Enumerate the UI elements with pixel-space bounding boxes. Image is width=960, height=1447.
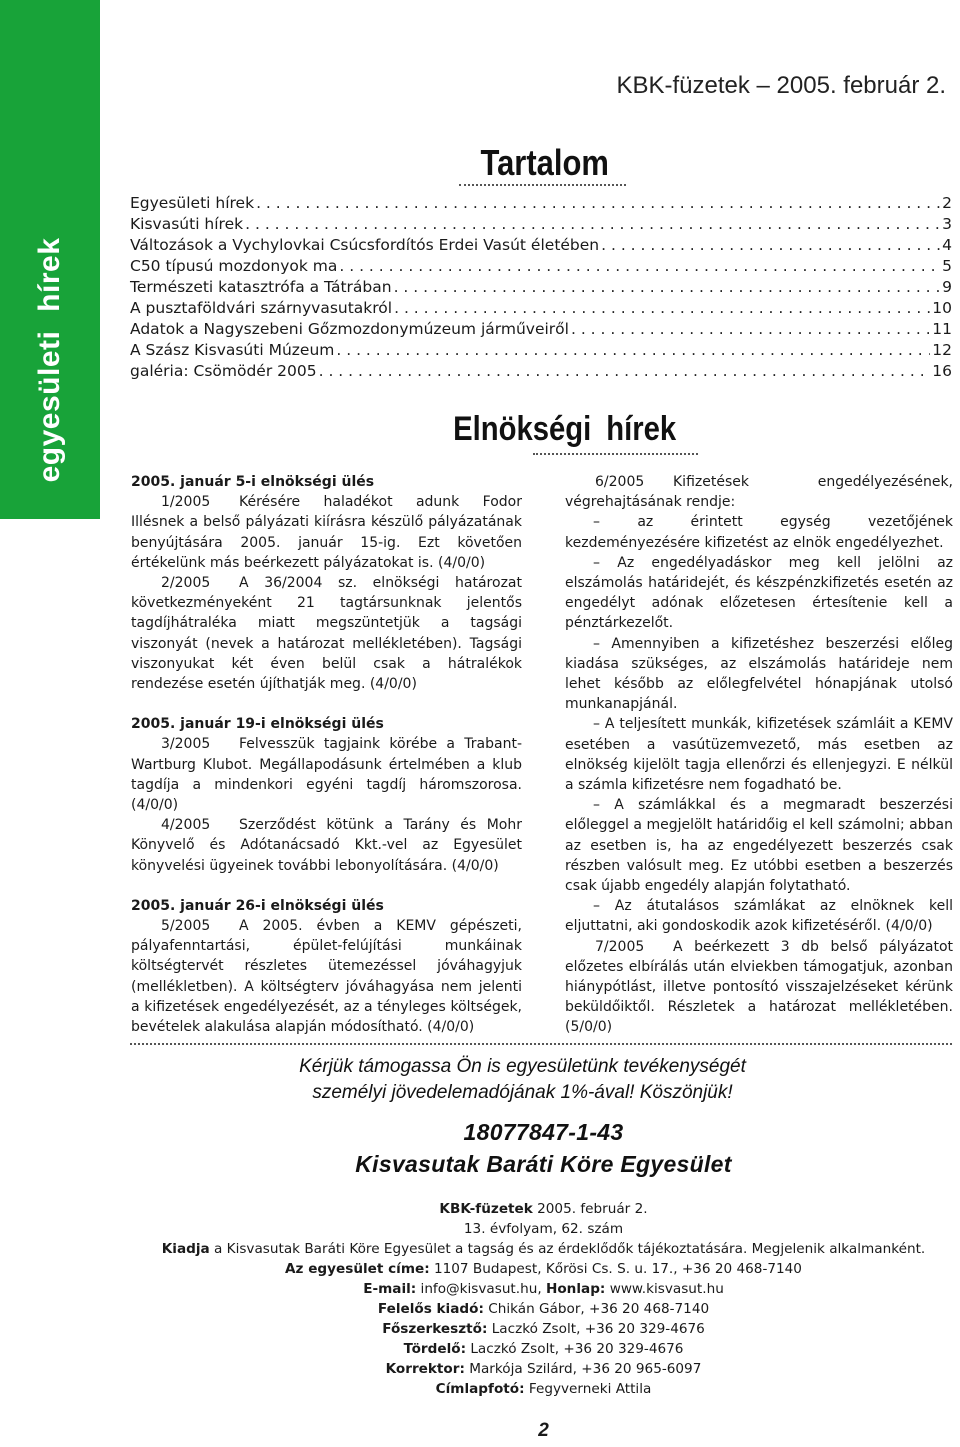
- tax-appeal-line2: személyi jövedelemadójának 1%-ával! Köszönjük!: [312, 1082, 733, 1103]
- toc-item-title: Kisvasúti hírek: [130, 215, 244, 233]
- imprint-label: Címlapfotó:: [435, 1381, 525, 1397]
- imprint-publisher: [0, 1239, 960, 1259]
- toc-leader-dots: [339, 256, 940, 277]
- decision-number: 3/2005: [161, 736, 211, 753]
- toc-leader-dots: [601, 235, 940, 256]
- decision-text: Kérésére haladékot adunk Fodor Illésnek a belső pályázati kiírásra készülő pályázatának benyújtására 2005. január 15-ig. Ezt követően értékelünk más beérkezett pályázatokat is. (4/0/0): [131, 494, 522, 571]
- imprint-value: 1107 Budapest, Kőrösi Cs. S. u. 17., +36 20 468-7140: [429, 1261, 802, 1277]
- rule-item: – Az átutalásos számlákat az elnöknek kell eljuttatni, aki gondoskodik azok kifizetéséről. (4/0/0): [565, 898, 953, 935]
- decision-number: 7/2005: [595, 938, 645, 955]
- decision-number: 4/2005: [161, 817, 211, 834]
- imprint: [0, 1199, 960, 1399]
- toc-item[interactable]: [130, 235, 952, 256]
- meeting-title: 2005. január 5-i elnökségi ülés: [131, 474, 375, 490]
- imprint-value: a Kisvasutak Baráti Köre Egyesület a tagság és az érdeklődők tájékoztatására. Megjelenik alkalmanként.: [209, 1241, 926, 1257]
- decision-number: 5/2005: [161, 918, 211, 935]
- toc-leader-dots: [571, 319, 930, 340]
- board-heading-underline: [533, 453, 698, 455]
- toc-heading: Tartalom: [480, 142, 609, 183]
- imprint-value: Laczkó Zsolt, +36 20 329-4676: [466, 1341, 684, 1357]
- meeting-title: 2005. január 19-i elnökségi ülés: [131, 716, 384, 733]
- tax-appeal-line1: Kérjük támogassa Ön is egyesületünk tevékenységét: [299, 1056, 746, 1077]
- imprint-address: [0, 1259, 960, 1279]
- board-news-heading: Elnökségi hírek: [453, 410, 677, 448]
- decision-paragraph: [131, 492, 522, 573]
- rule-item: – A teljesített munkák, kifizetések számláit a KEMV esetében a vasútüzemvezető, más esetben az elnökség kijelölt tagja ellenőrzi és ellenjegyzi. E nélkül a számla kifizetésre nem fogadható be.: [565, 716, 953, 794]
- page-number: 2: [538, 1420, 549, 1441]
- toc-item-page: 3: [942, 215, 952, 233]
- rule-item: – A számlákkal és a megmaradt beszerzési előleggel a megjelölt határidőig el kell számolni; abban az esetben is, ha az engedélyezett beszerzés csak részben valósult meg. Ez utóbbi esetben a beszerzés csak újabb engedély alapján folytatható.: [565, 797, 953, 895]
- toc-item[interactable]: [130, 277, 952, 298]
- imprint-publication: [0, 1199, 960, 1219]
- rule-item: – Az engedélyadáskor meg kell jelölni az elszámolás határidejét, és készpénzkifizetés esetén az engedélyt adónak előzetesen értesítenie kell a pénztárkezelőt.: [565, 554, 953, 632]
- toc-item[interactable]: [130, 361, 952, 382]
- rule-item: – az érintett egység vezetőjének kezdeményezésére kifizetést az elnök engedélyezhet.: [565, 514, 953, 551]
- imprint-label: Az egyesület címe:: [285, 1261, 430, 1277]
- imprint-value: 2005. február 2.: [532, 1201, 648, 1217]
- toc-item[interactable]: [130, 193, 952, 214]
- rule-item: – Amennyiben a kifizetéshez beszerzési előleg kiadása szükséges, az elszámolás határideje nem lehet később az előlegfelvétel hónapjának utolsó munkanapjánál.: [565, 635, 953, 713]
- organization-name: Kisvasutak Baráti Köre Egyesület: [355, 1151, 732, 1177]
- imprint-label: Kiadja: [161, 1241, 210, 1257]
- decision-paragraph: [565, 472, 953, 512]
- imprint-cover-photo: [0, 1379, 960, 1399]
- imprint-value: Fegyverneki Attila: [524, 1381, 652, 1397]
- toc-leader-dots: [394, 298, 930, 319]
- decision-paragraph: [131, 573, 522, 694]
- sidebar-label: egyesületi hírek: [33, 237, 66, 483]
- imprint-label: Honlap:: [545, 1281, 606, 1297]
- toc-item[interactable]: [130, 256, 952, 277]
- toc-item-title: Változások a Vychylovkai Csúcsfordítós Erdei Vasút életében: [130, 236, 600, 254]
- toc-item-page: 11: [932, 320, 952, 338]
- imprint-value: Chikán Gábor, +36 20 468-7140: [483, 1301, 710, 1317]
- page-header-title: KBK-füzetek – 2005. február 2.: [616, 72, 946, 99]
- imprint-chief-editor: [0, 1319, 960, 1339]
- imprint-label: KBK-füzetek: [439, 1201, 533, 1217]
- toc-item[interactable]: [130, 340, 952, 361]
- toc-leader-dots: [256, 193, 940, 214]
- decision-text: A 2005. évben a KEMV gépészeti, pályafenntartási, épület-felújítási munkáinak költségtervét részletes ütemezéssel jóváhagyjuk (mellékletben). A költségterv jóváhagyása nem jelenti a kifizetések engedélyezését, az a tényleges költségek, bevételek alakulása alapján módosítható. (4/0/0): [131, 918, 522, 1036]
- toc-leader-dots: [319, 361, 931, 382]
- toc-item[interactable]: [130, 214, 952, 235]
- imprint-value: Laczkó Zsolt, +36 20 329-4676: [487, 1321, 705, 1337]
- decision-number: 6/2005: [595, 474, 645, 490]
- decision-text: A beérkezett 3 db belső pályázatot előzetes elbírálás után elviekben támogatjuk, azonban hiánypótlást, illetve pontosító visszajelzéseket kérünk beküldőiktől. Részletek a határozat mellékletében. (5/0/0): [565, 938, 953, 1036]
- toc-heading-underline: [459, 184, 626, 186]
- section-separator: [130, 1043, 952, 1045]
- toc-item-title: Természeti katasztrófa a Tátrában: [130, 278, 392, 296]
- toc-leader-dots: [336, 340, 930, 361]
- toc-item-title: A pusztaföldvári szárnyvasutakról: [130, 299, 393, 317]
- imprint-value: Markója Szilárd, +36 20 965-6097: [464, 1361, 702, 1377]
- imprint-label: Felelős kiadó:: [377, 1301, 484, 1317]
- imprint-label: E-mail:: [363, 1281, 417, 1297]
- imprint-layout: [0, 1339, 960, 1359]
- toc-item[interactable]: [130, 319, 952, 340]
- decision-text: Felvesszük tagjaink körébe a Trabant-Wartburg Klubot. Megállapodásunk értelmében a klub tagdíja a mindenkori egyéni tagdíj háromszorosa. (4/0/0): [131, 736, 522, 814]
- toc-leader-dots: [394, 277, 941, 298]
- imprint-contact: [0, 1279, 960, 1299]
- imprint-proofreader: [0, 1359, 960, 1379]
- decision-text: A 36/2004 sz. elnökségi határozat következményeként 21 tagtársunknak jelentős tagdíjhátraléka miatt megszüntetjük a tagsági viszonyát (nevek a határozat mellékletében). Tagsági viszonyukat két éven belül csak a hátralékok rendezése esetén újíthatják meg. (4/0/0): [131, 575, 522, 693]
- email-link[interactable]: info@kisvasut.hu,: [416, 1281, 546, 1297]
- imprint-editor: [0, 1299, 960, 1319]
- toc-item-title: Adatok a Nagyszebeni Gőzmozdonymúzeum járműveiről: [130, 320, 569, 338]
- website-link[interactable]: www.kisvasut.hu: [605, 1281, 724, 1297]
- decision-text: Kifizetések engedélyezésének, végrehajtásának rendje:: [565, 474, 953, 511]
- decision-paragraph: [565, 937, 953, 1038]
- toc-item-title: Egyesületi hírek: [130, 194, 255, 212]
- imprint-label: Tördelő:: [403, 1341, 467, 1357]
- toc-item-page: 5: [942, 257, 952, 275]
- meeting-title: 2005. január 26-i elnökségi ülés: [131, 897, 384, 914]
- imprint-label: Korrektor:: [385, 1361, 465, 1377]
- decision-paragraph: [131, 916, 522, 1037]
- toc-item-title: C50 típusú mozdonyok ma: [130, 257, 338, 275]
- toc-item-page: 2: [942, 194, 952, 212]
- toc-item-title: A Szász Kisvasúti Múzeum: [130, 341, 335, 359]
- imprint-label: Főszerkesztő:: [382, 1321, 488, 1337]
- decision-text: Szerződést kötünk a Tarány és Mohr Könyvelő és Adótanácsadó Kkt.-vel az Egyesület könyvelési ügyeinek további lebonyolítására. (4/0/0): [131, 817, 522, 874]
- toc-leader-dots: [245, 214, 940, 235]
- imprint-volume: 13. évfolyam, 62. szám: [463, 1221, 624, 1237]
- toc-item-page: 9: [942, 278, 952, 296]
- decision-number: 1/2005: [161, 494, 211, 511]
- toc-item-page: 10: [932, 299, 952, 317]
- decision-paragraph: [131, 815, 522, 876]
- toc-item-page: 16: [932, 362, 952, 380]
- toc-item-page: 12: [932, 341, 952, 359]
- sidebar-band: [0, 0, 100, 519]
- toc-item[interactable]: [130, 298, 952, 319]
- tax-number: 18077847-1-43: [463, 1119, 624, 1145]
- board-left-column: [131, 472, 522, 1037]
- toc-item-page: 4: [942, 236, 952, 254]
- table-of-contents: [130, 193, 952, 382]
- decision-number: 2/2005: [161, 575, 211, 592]
- decision-paragraph: [131, 734, 522, 815]
- board-right-column: [565, 472, 953, 1038]
- toc-item-title: galéria: Csömödér 2005: [130, 362, 317, 380]
